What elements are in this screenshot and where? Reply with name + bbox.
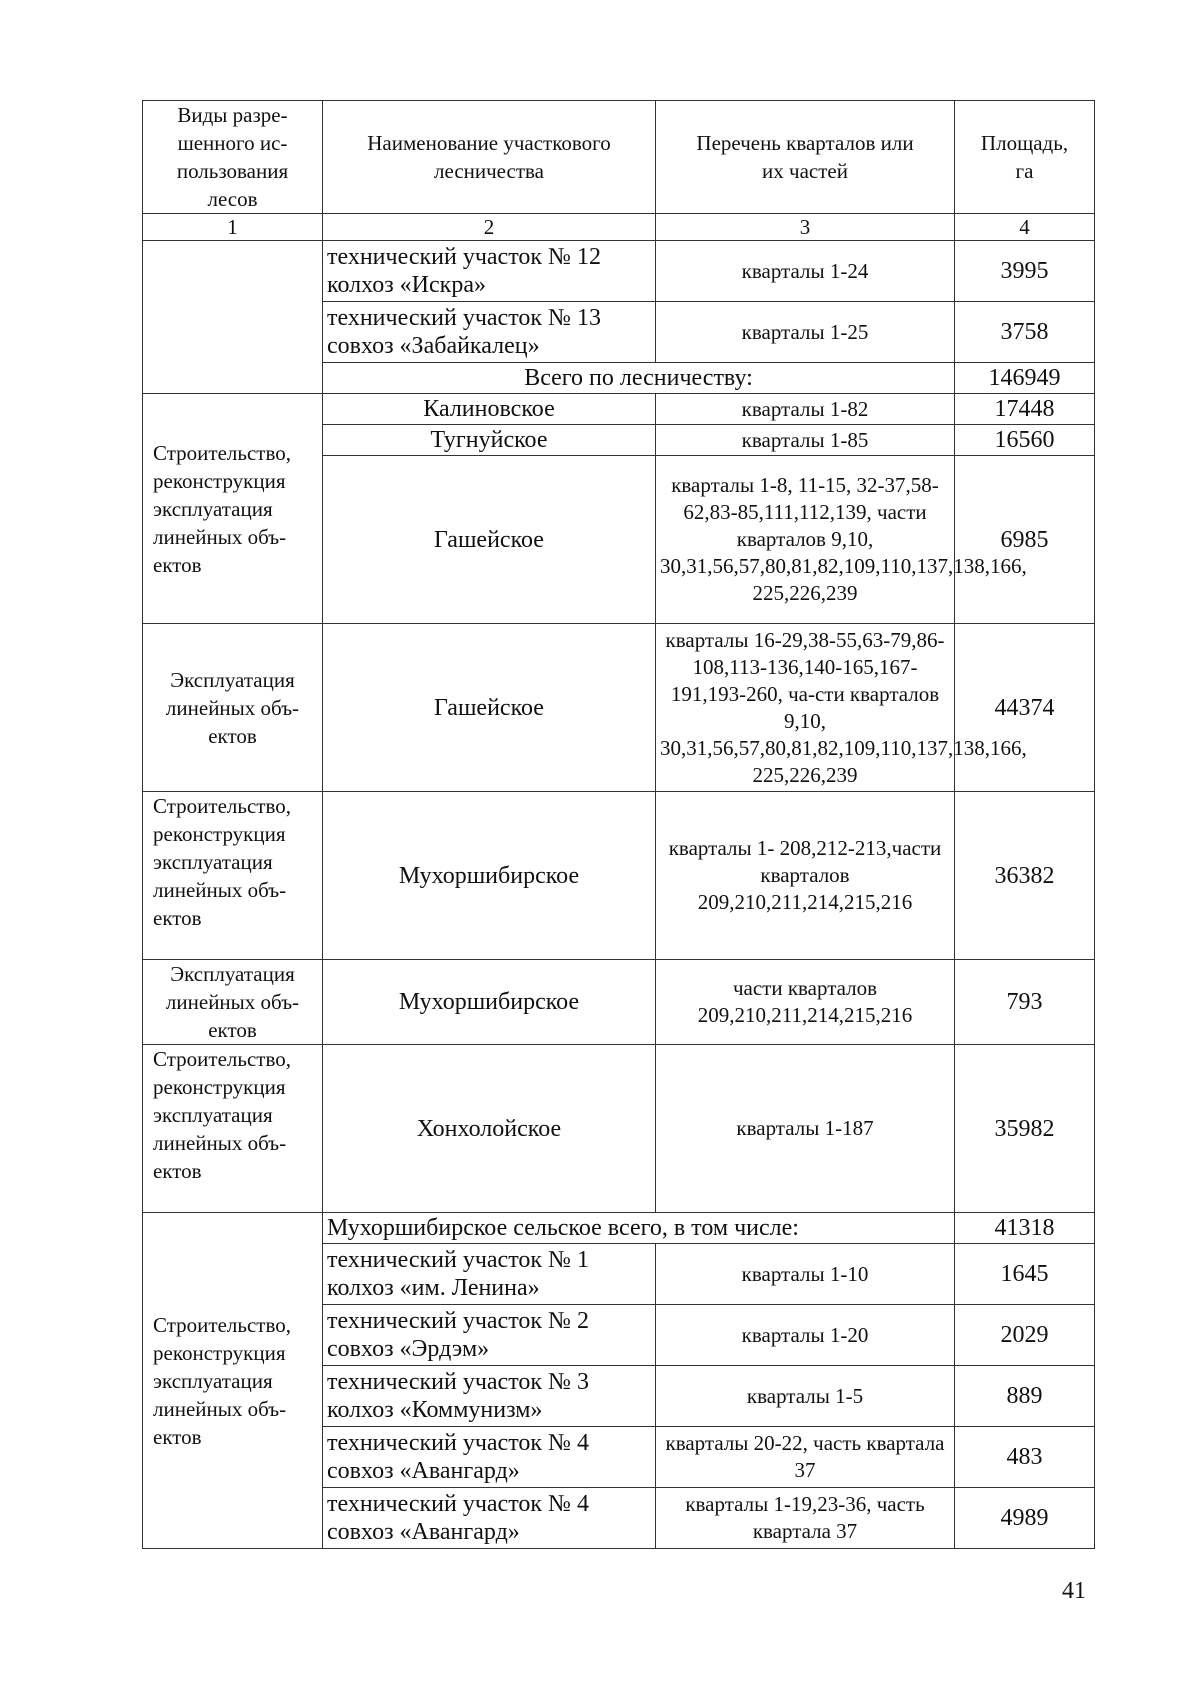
total-row — [143, 1213, 1095, 1244]
header-line: пользования — [176, 159, 289, 183]
header-line: Перечень кварталов или — [696, 131, 914, 155]
use-type: Эксплуатация линейных объ-ектов — [143, 960, 323, 1045]
forestry-name: технический участок № 1 колхоз «им. Ленина» — [323, 1244, 656, 1305]
header-row — [143, 101, 1095, 214]
forestry-name: Калиновское — [323, 394, 656, 425]
quarters: кварталы 1-24 — [656, 241, 955, 302]
table-row — [143, 1045, 1095, 1213]
forestry-name: Хонхолойское — [323, 1045, 656, 1213]
area: 889 — [955, 1366, 1095, 1427]
forestry-name: технический участок № 13 совхоз «Забайкалец» — [323, 302, 656, 363]
quarters: кварталы 1-20 — [656, 1305, 955, 1366]
forestry-name: Гашейское — [323, 624, 656, 792]
col-number: 1 — [143, 214, 323, 241]
header-line: Виды разре- — [177, 103, 288, 127]
page-number: 41 — [1062, 1578, 1086, 1604]
area: 17448 — [955, 394, 1095, 425]
column-number-row — [143, 214, 1095, 241]
area: 44374 — [955, 624, 1095, 792]
header-area — [955, 101, 1095, 214]
header-line: лесов — [207, 187, 258, 211]
area: 6985 — [955, 456, 1095, 624]
header-line: Площадь, — [980, 131, 1069, 155]
header-quarters — [656, 101, 955, 214]
col-number: 4 — [955, 214, 1095, 241]
area: 793 — [955, 960, 1095, 1045]
area: 35982 — [955, 1045, 1095, 1213]
forestry-name: Гашейское — [323, 456, 656, 624]
forestry-name: технический участок № 4 совхоз «Авангард» — [323, 1488, 656, 1549]
quarters: кварталы 1-10 — [656, 1244, 955, 1305]
area: 146949 — [955, 363, 1095, 394]
area: 1645 — [955, 1244, 1095, 1305]
quarters: кварталы 1-187 — [656, 1045, 955, 1213]
header-line: га — [1015, 159, 1034, 183]
area: 36382 — [955, 792, 1095, 960]
area: 4989 — [955, 1488, 1095, 1549]
use-type: Строительство, реконструкция эксплуатация линейных объ-ектов — [143, 1213, 323, 1549]
total-label: Всего по лесничеству: — [323, 363, 955, 394]
quarters: кварталы 1-85 — [656, 425, 955, 456]
total-label: Мухоршибирское сельское всего, в том числе: — [323, 1213, 955, 1244]
forestry-name: Мухоршибирское — [323, 792, 656, 960]
quarters: кварталы 1-25 — [656, 302, 955, 363]
header-line: Наименование участкового — [367, 131, 611, 155]
quarters: кварталы 1-82 — [656, 394, 955, 425]
use-type: Эксплуатация линейных объ-ектов — [143, 624, 323, 792]
quarters: кварталы 20-22, часть квартала 37 — [656, 1427, 955, 1488]
col-number: 2 — [323, 214, 656, 241]
header-use-type — [143, 101, 323, 214]
header-line: шенного ис- — [177, 131, 288, 155]
area: 16560 — [955, 425, 1095, 456]
quarters: части кварталов 209,210,211,214,215,216 — [656, 960, 955, 1045]
header-line: их частей — [762, 159, 848, 183]
quarters: кварталы 1-19,23-36, часть квартала 37 — [656, 1488, 955, 1549]
use-type: Строительство, реконструкция эксплуатация линейных объ-ектов — [143, 394, 323, 624]
table-row — [143, 394, 1095, 425]
forestry-name: технический участок № 3 колхоз «Коммунизм» — [323, 1366, 656, 1427]
forestry-name: технический участок № 12 колхоз «Искра» — [323, 241, 656, 302]
table-row — [143, 624, 1095, 792]
forestry-name: Мухоршибирское — [323, 960, 656, 1045]
forestry-name: технический участок № 2 совхоз «Эрдэм» — [323, 1305, 656, 1366]
area: 3758 — [955, 302, 1095, 363]
header-forestry-name — [323, 101, 656, 214]
table-row — [143, 241, 1095, 302]
quarters: кварталы 1- 208,212-213,части кварталов 209,210,211,214,215,216 — [656, 792, 955, 960]
area: 483 — [955, 1427, 1095, 1488]
use-type: Строительство, реконструкция эксплуатация линейных объ-ектов — [143, 792, 323, 960]
col-number: 3 — [656, 214, 955, 241]
quarters: кварталы 1-5 — [656, 1366, 955, 1427]
quarters: кварталы 16-29,38-55,63-79,86-108,113-136,140-165,167-191,193-260, ча-сти кварталов 9,10, 30,31,56,57,80,81,82,109,110,137,138,166, 225,226,239 — [656, 624, 955, 792]
forest-use-table — [142, 100, 1095, 1549]
area: 3995 — [955, 241, 1095, 302]
use-type-cell-empty — [143, 241, 323, 394]
use-type: Строительство, реконструкция эксплуатация линейных объ-ектов — [143, 1045, 323, 1213]
header-line: лесничества — [434, 159, 544, 183]
forestry-name: технический участок № 4 совхоз «Авангард» — [323, 1427, 656, 1488]
table-row — [143, 960, 1095, 1045]
quarters: кварталы 1-8, 11-15, 32-37,58-62,83-85,111,112,139, части кварталов 9,10, 30,31,56,57,80,81,82,109,110,137,138,166, 225,226,239 — [656, 456, 955, 624]
area: 2029 — [955, 1305, 1095, 1366]
forestry-name: Тугнуйское — [323, 425, 656, 456]
area: 41318 — [955, 1213, 1095, 1244]
table-row — [143, 792, 1095, 960]
